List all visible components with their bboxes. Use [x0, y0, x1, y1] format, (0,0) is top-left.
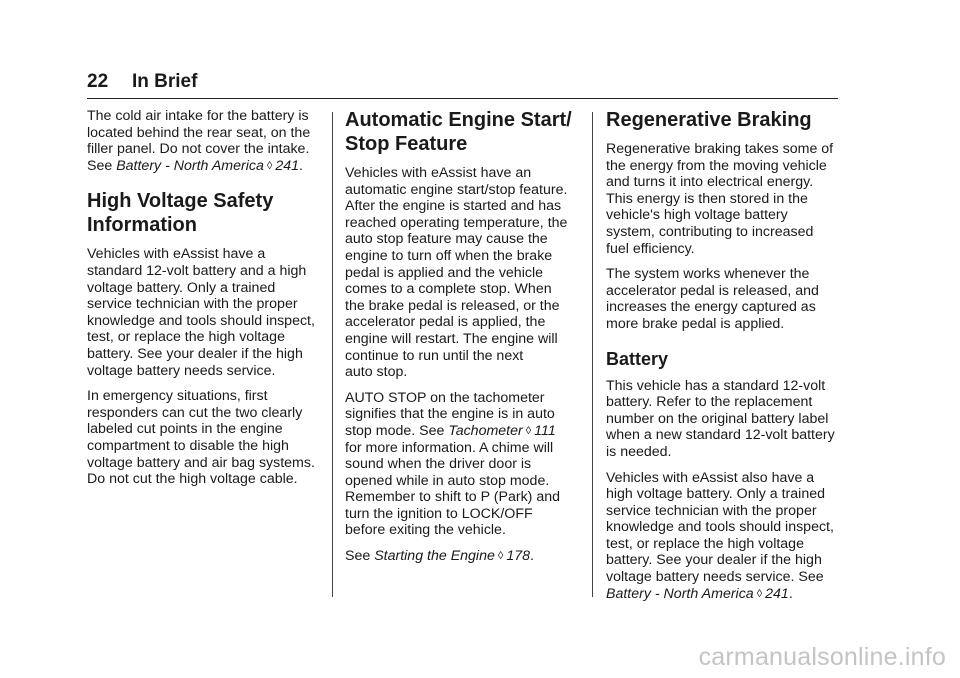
column-3 [606, 108, 838, 611]
page-ref-number: 241 [765, 585, 789, 602]
auto-start-stop-paragraph-2: AUTO STOP on the tachometer signifies that the engine is in auto stop mode. See Tachometer ◊ 111 for more information. A chime will sound when the driver door is opened while in auto stop mode. Remember to shift to P (Park) and turn the ignition to LOCK/OFF before exiting the vehicle. [345, 389, 561, 539]
hv-safety-heading: High Voltage Safety Information [87, 190, 274, 237]
page-number: 22 [87, 71, 109, 92]
regen-paragraph-2: The system works whenever the accelerator pedal is released, and increases the energy captured as more brake pedal is applied. [606, 266, 819, 332]
page-ref-arrow-icon: ◊ [266, 159, 273, 172]
battery-north-america-reference-link[interactable]: Battery - North America [606, 585, 754, 602]
auto-start-stop-paragraph-1: Vehicles with eAssist have an automatic engine start/stop feature. After the engine is started and has reached operating temperature, the auto stop feature may cause the engine to turn off when the brake pedal is applied and the vehicle comes to a complete stop. When the brake pedal is released, or the accelerator pedal is applied, the engine will restart. The engine will continue to run until the next auto stop. [345, 165, 568, 381]
column-1 [87, 108, 319, 497]
page-ref-arrow-icon: ◊ [756, 587, 763, 600]
intro-paragraph: The cold air intake for the battery is located behind the rear seat, on the filler panel. Do not cover the intake. See Battery - North America ◊ 241. [87, 108, 311, 174]
battery-paragraph-1: This vehicle has a standard 12-volt battery. Refer to the replacement number on the original battery label when a new standard 12-volt battery is needed. [606, 377, 835, 460]
column-divider-1 [332, 112, 333, 597]
page-ref-number: 241 [275, 157, 299, 174]
column-divider-2 [592, 112, 593, 597]
tachometer-reference-link[interactable]: Tachometer [448, 422, 523, 439]
regen-paragraph-1: Regenerative braking takes some of the energy from the moving vehicle and turns it into electrical energy. This energy is then stored in the vehicle's high voltage battery system, contributing to increased fuel efficiency. [606, 141, 834, 257]
section-title: In Brief [132, 71, 198, 92]
battery-heading: Battery [606, 348, 669, 369]
page-ref-arrow-icon: ◊ [497, 550, 504, 563]
starting-engine-reference-link[interactable]: Starting the Engine [374, 548, 495, 565]
page-header [87, 70, 838, 99]
page-ref-number: 111 [534, 422, 556, 439]
regenerative-braking-heading: Regenerative Braking [606, 109, 812, 131]
battery-paragraph-2: Vehicles with eAssist also have a high voltage battery. Only a trained service technician with the proper knowledge and tools should inspect, test, or replace the high voltage battery. See your dealer if the high voltage battery needs service. See Battery - North America ◊ 241. [606, 469, 834, 602]
page-ref-number: 178 [506, 548, 530, 565]
hv-safety-paragraph-2: In emergency situations, first responders can cut the two clearly labeled cut points in the engine compartment to disable the high voltage battery and air bag systems. Do not cut the high voltage cable. [87, 388, 315, 488]
page-ref-arrow-icon: ◊ [525, 424, 532, 437]
column-2 [345, 108, 577, 574]
battery-reference-link[interactable]: Battery - North America [116, 157, 264, 174]
watermark: carmanualsonline.info [698, 643, 946, 671]
auto-start-stop-paragraph-3: See Starting the Engine ◊ 178. [345, 548, 534, 565]
auto-start-stop-heading: Automatic Engine Start/ Stop Feature [345, 109, 572, 155]
hv-safety-paragraph-1: Vehicles with eAssist have a standard 12-volt battery and a high voltage battery. Only a trained service technician with the proper knowledge and tools should inspect, test, or replace the high voltage battery. See your dealer if the high voltage battery needs service. [87, 246, 315, 379]
